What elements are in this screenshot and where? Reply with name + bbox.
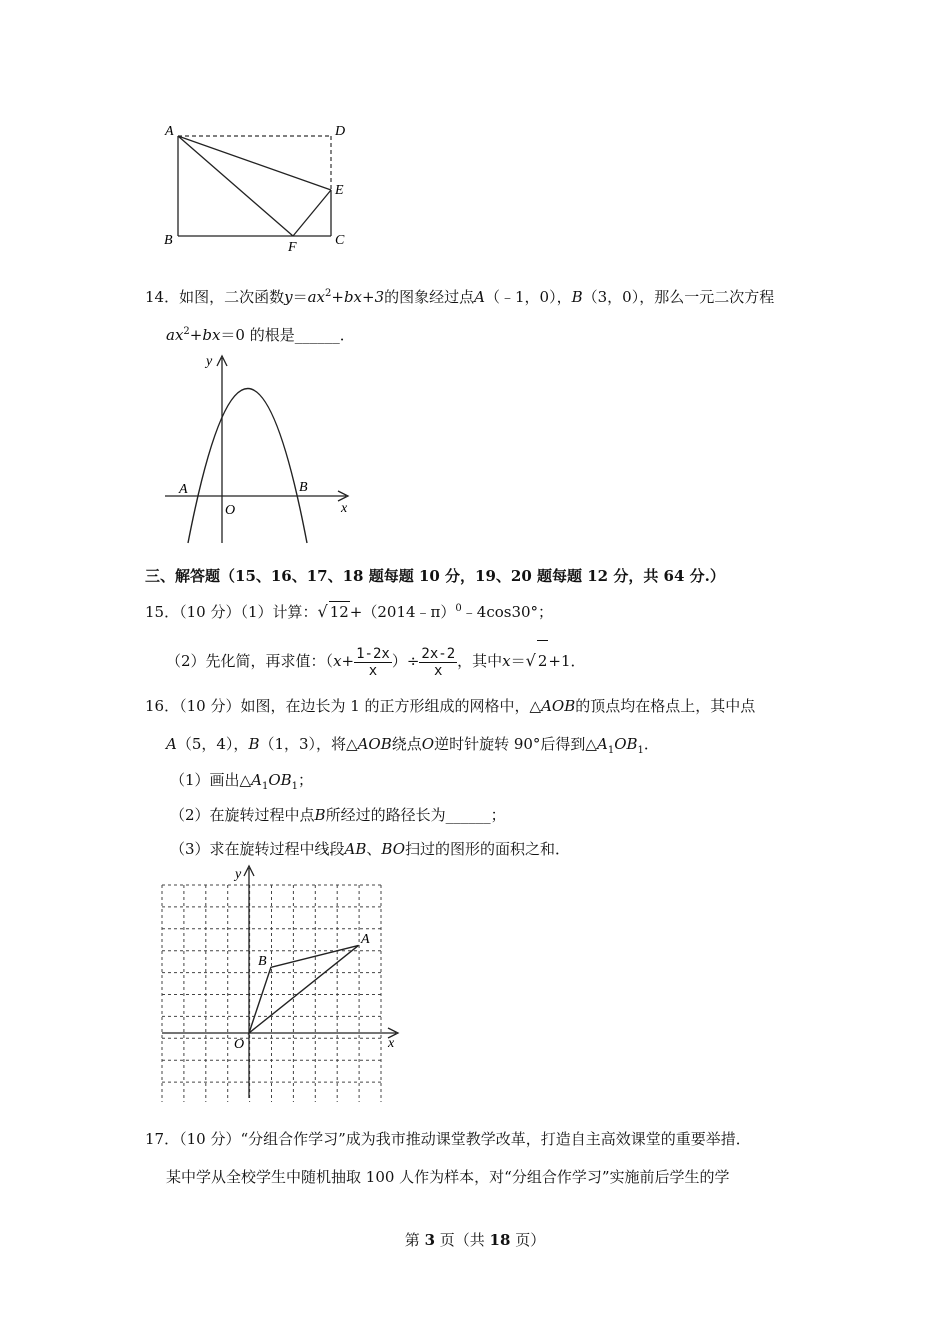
label-a: A <box>165 124 174 139</box>
label-b: B <box>164 233 173 248</box>
fraction-2: $\frac{2x-2}{x}$ <box>421 645 456 679</box>
q15-part2: （2）先化简，再求值：（x+ $\frac{1-2x}{x}$ ）÷ $\frac{2x-2}{x}$ ，其中x＝√ 2+1． <box>166 640 586 681</box>
q17-line2: 某中学从全校学生中随机抽取 100 人作为样本，对“分组合作学习”实施前后学生的学 <box>166 1168 730 1186</box>
label-f: F <box>288 240 297 255</box>
q15-part1: 15．（10 分）（1）计算：√ 12+（2014﹣π）$^0$﹣4cos30°； <box>145 602 554 621</box>
page-footer: 第 3 页（共 18 页） <box>404 1231 546 1249</box>
label-y: y <box>206 354 213 369</box>
segment-ae <box>178 136 331 190</box>
fraction-1: $\frac{1-2x}{x}$ <box>356 645 390 679</box>
parabola-curve <box>188 389 307 544</box>
q17-line1: 17．（10 分）“分组合作学习”成为我市推动课堂教学改革，打造自主高效课堂的重要举措． <box>145 1130 751 1148</box>
label-y: y <box>235 867 242 882</box>
label-a: A <box>361 932 370 947</box>
segment-af <box>178 136 293 236</box>
q16-line2: A（5，4），B（1，3），将△AOB绕点O逆时针旋转 90°后得到$\triangle A_1OB_1$． <box>166 735 659 756</box>
section-heading: 三、解答题（15、16、17、18 题每题 10 分，19、20 题每题 12 分，共 64 分.） <box>145 567 725 585</box>
rectangle-figure <box>155 118 355 258</box>
label-c: C <box>335 233 345 248</box>
grid-lines <box>162 885 381 1102</box>
q16-sub1: （1）画出$\triangle A_1OB_1$； <box>170 771 314 792</box>
label-x: x <box>341 501 348 516</box>
parabola-figure <box>160 348 360 548</box>
label-b: B <box>258 954 267 969</box>
answer-blank[interactable]: ______ <box>294 326 340 344</box>
label-d: D <box>335 124 346 139</box>
grid-figure <box>150 862 410 1102</box>
label-o: O <box>225 503 236 518</box>
label-b: B <box>299 480 308 495</box>
q16-sub2: （2）在旋转过程中点B所经过的路径长为______； <box>170 806 506 824</box>
label-a: A <box>179 482 188 497</box>
q14-line2: $ax^2+bx=0$ 的根是______． <box>166 326 355 344</box>
q16-line1: 16．（10 分）如图，在边长为 1 的正方形组成的网格中，△AOB的顶点均在格点上，其中点 <box>145 697 756 715</box>
label-e: E <box>335 183 344 198</box>
segment-fe <box>293 190 331 236</box>
label-x: x <box>388 1036 395 1051</box>
q16-sub3: （3）求在旋转过程中线段AB、BO扫过的图形的面积之和． <box>170 840 571 858</box>
label-o: O <box>234 1037 245 1052</box>
q14-line1: 14．如图，二次函数$y=ax^2+bx+3$的图象经过点A（﹣1，0），B（3，0），那么一元二次方程 <box>145 288 775 306</box>
answer-blank[interactable]: ______ <box>445 806 491 824</box>
